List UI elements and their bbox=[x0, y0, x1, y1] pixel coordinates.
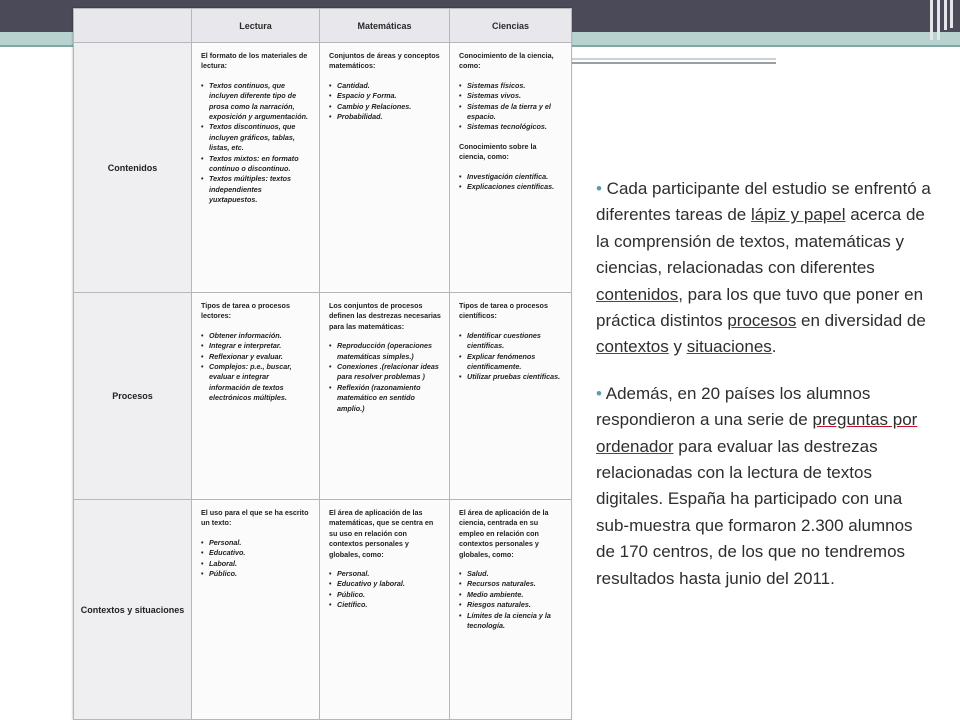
cell-spacer bbox=[329, 560, 442, 569]
cell-list-item: • Espacio y Forma. bbox=[329, 91, 442, 101]
cell-spacer bbox=[459, 560, 564, 569]
row-header: Procesos bbox=[74, 293, 192, 500]
cell-list-item: • Textos mixtos: en formato continuo o discontinuo. bbox=[201, 154, 312, 175]
cell-list bbox=[329, 81, 442, 123]
cell-intro: El formato de los materiales de lectura: bbox=[201, 51, 308, 71]
cell-list-item: • Educativo. bbox=[201, 548, 312, 558]
cell-list-item: • Explicar fenómenos científicamente. bbox=[459, 352, 564, 373]
cell-list-item: • Identificar cuestiones científicas. bbox=[459, 331, 564, 352]
cell-list-item: • Público. bbox=[329, 590, 442, 600]
cell-spacer bbox=[201, 72, 312, 81]
cell-list-item: • Obtener información. bbox=[201, 331, 312, 341]
cell-intro: Tipos de tarea o procesos científicos: bbox=[459, 301, 548, 321]
table-row bbox=[74, 43, 572, 293]
cell-list-item: • Explicaciones científicas. bbox=[459, 182, 564, 192]
cell-list-item: • Sistemas vivos. bbox=[459, 91, 564, 101]
paragraph-text: , para los que tuvo que poner en práctica distintos bbox=[596, 284, 924, 331]
cell-list bbox=[459, 331, 564, 383]
cell-list-item: • Medio ambiente. bbox=[459, 590, 564, 600]
cell-list-item: • Conexiones .(relacionar ideas para resolver problemas ) bbox=[329, 362, 442, 383]
cell-list-item: • Integrar e interpretar. bbox=[201, 341, 312, 351]
cell-list bbox=[201, 81, 312, 206]
cell-list-item: • Cietífico. bbox=[329, 600, 442, 610]
paragraph-text: Cada participante del estudio se enfrentó a diferentes tareas de bbox=[596, 179, 931, 225]
table-cell bbox=[450, 43, 572, 293]
table-cell bbox=[450, 293, 572, 500]
cell-spacer bbox=[329, 72, 442, 81]
cell-list-item: • Salud. bbox=[459, 569, 564, 579]
cell-list bbox=[201, 331, 312, 404]
highlighted-term bbox=[596, 285, 678, 304]
table-cell bbox=[320, 500, 450, 720]
cell-spacer bbox=[201, 529, 312, 538]
cell-list-item: • Complejos: p.e., buscar, evaluar e integrar información de textos electrónicos múltiples. bbox=[201, 362, 312, 404]
cell-list-item: • Público. bbox=[201, 569, 312, 579]
table-row bbox=[74, 500, 572, 720]
cell-intro: El área de aplicación de las matemáticas, que se centra en su uso en relación con contextos personales y globales, como: bbox=[329, 508, 434, 559]
highlighted-term bbox=[687, 337, 772, 356]
cell-list-item: • Personal. bbox=[201, 538, 312, 548]
accent-line bbox=[572, 62, 776, 64]
highlighted-term-text: contenidos bbox=[596, 284, 679, 304]
cell-intro: Tipos de tarea o procesos lectores: bbox=[201, 301, 290, 321]
table-cell bbox=[320, 293, 450, 500]
cell-list-item: • Utilizar pruebas científicas. bbox=[459, 372, 564, 382]
cell-list-item: • Riesgos naturales. bbox=[459, 600, 564, 610]
cell-intro: Conocimiento sobre la ciencia, como: bbox=[459, 141, 537, 162]
table-corner bbox=[74, 9, 192, 43]
highlighted-term-text: preguntas por ordenador bbox=[596, 410, 918, 456]
paragraph-text: acerca de la comprensión de textos, matemáticas y ciencias, relacionadas con diferentes bbox=[596, 205, 925, 278]
table-cell bbox=[450, 500, 572, 720]
cell-list bbox=[459, 569, 564, 631]
column-header: Lectura bbox=[192, 9, 320, 43]
bullet-icon: • bbox=[596, 383, 602, 403]
table-header-row bbox=[74, 9, 572, 43]
cell-intro: Conjuntos de áreas y conceptos matemáticos: bbox=[329, 51, 440, 71]
paragraph-text: y bbox=[668, 337, 687, 357]
cell-list bbox=[329, 569, 442, 611]
cell-list bbox=[201, 538, 312, 580]
cell-intro: El uso para el que se ha escrito un texto: bbox=[201, 508, 309, 528]
cell-intro: Conocimiento de la ciencia, como: bbox=[459, 51, 554, 71]
cell-spacer bbox=[459, 133, 564, 142]
cell-list-item: • Personal. bbox=[329, 569, 442, 579]
decor-vertical-line bbox=[930, 0, 933, 40]
decor-vertical-line bbox=[937, 0, 940, 40]
cell-list-item: • Cantidad. bbox=[329, 81, 442, 91]
row-header: Contenidos bbox=[74, 43, 192, 293]
cell-list bbox=[459, 172, 564, 193]
body-text bbox=[596, 176, 934, 592]
cell-list-item: • Sistemas de la tierra y el espacio. bbox=[459, 102, 564, 123]
cell-list-item: • Textos múltiples: textos independientes yuxtapuestos. bbox=[201, 174, 312, 205]
decor-vertical-line bbox=[950, 0, 953, 28]
cell-list-item: • Reflexionar y evaluar. bbox=[201, 352, 312, 362]
highlighted-term-text: contextos bbox=[596, 337, 669, 357]
cell-list-item: • Probabilidad. bbox=[329, 112, 442, 122]
paragraph-text: para evaluar las destrezas relacionadas con la lectura de textos digitales. España ha participado con una sub-muestra que formaron 2.300 alumnos de 170 centros, de los que no tendremos resultados hasta junio del 2011. bbox=[596, 436, 913, 588]
table-cell bbox=[192, 43, 320, 293]
paragraph-text: . bbox=[771, 337, 777, 357]
cell-intro: Los conjuntos de procesos definen las destrezas necesarias para las matemáticas: bbox=[329, 301, 441, 331]
cell-list-item: • Recursos naturales. bbox=[459, 579, 564, 589]
cell-list-item: • Reproducción (operaciones matemáticas simples.) bbox=[329, 341, 442, 362]
table-cell bbox=[192, 500, 320, 720]
pisa-framework-table bbox=[73, 8, 571, 720]
cell-intro: El área de aplicación de la ciencia, centrada en su empleo en relación con contextos personales y globales, como: bbox=[459, 508, 549, 559]
highlighted-term-text: situaciones bbox=[686, 337, 772, 357]
cell-list-item: • Educativo y laboral. bbox=[329, 579, 442, 589]
row-header: Contextos y situaciones bbox=[74, 500, 192, 720]
table-cell bbox=[320, 43, 450, 293]
paragraph bbox=[596, 381, 934, 592]
accent-line bbox=[572, 58, 776, 60]
cell-list-item: • Cambio y Relaciones. bbox=[329, 102, 442, 112]
cell-list-item: • Textos continuos, que incluyen diferente tipo de prosa como la narración, exposición y argumentación. bbox=[201, 81, 312, 123]
cell-spacer bbox=[329, 332, 442, 341]
cell-spacer bbox=[201, 322, 312, 331]
cell-list-item: • Sistemas físicos. bbox=[459, 81, 564, 91]
highlighted-term bbox=[596, 337, 669, 356]
decor-vertical-line bbox=[944, 0, 947, 30]
bullet-icon: • bbox=[596, 179, 602, 198]
cell-list-item: • Investigación científica. bbox=[459, 172, 564, 182]
highlighted-term bbox=[751, 205, 846, 224]
highlighted-term-text: procesos bbox=[727, 311, 797, 331]
cell-spacer bbox=[459, 322, 564, 331]
table-cell bbox=[192, 293, 320, 500]
cell-list bbox=[459, 81, 564, 133]
highlighted-term-text: lápiz y papel bbox=[750, 205, 846, 225]
cell-list-item: • Reflexión (razonamiento matemático en sentido amplio.) bbox=[329, 383, 442, 414]
cell-list-item: • Límites de la ciencia y la tecnología. bbox=[459, 611, 564, 632]
cell-spacer bbox=[459, 72, 564, 81]
paragraph bbox=[596, 176, 934, 361]
cell-list-item: • Textos discontinuos, que incluyen gráficos, tablas, listas, etc. bbox=[201, 122, 312, 153]
paragraph-text: en diversidad de bbox=[796, 311, 926, 331]
paragraph-text: Además, en 20 países los alumnos respondieron a una serie de bbox=[596, 383, 871, 430]
table-row bbox=[74, 293, 572, 500]
cell-list-item: • Laboral. bbox=[201, 559, 312, 569]
column-header: Ciencias bbox=[450, 9, 572, 43]
column-header: Matemáticas bbox=[320, 9, 450, 43]
highlighted-term bbox=[727, 311, 796, 330]
cell-spacer bbox=[459, 163, 564, 172]
cell-list-item: • Sistemas tecnológicos. bbox=[459, 122, 564, 132]
cell-list bbox=[329, 341, 442, 414]
